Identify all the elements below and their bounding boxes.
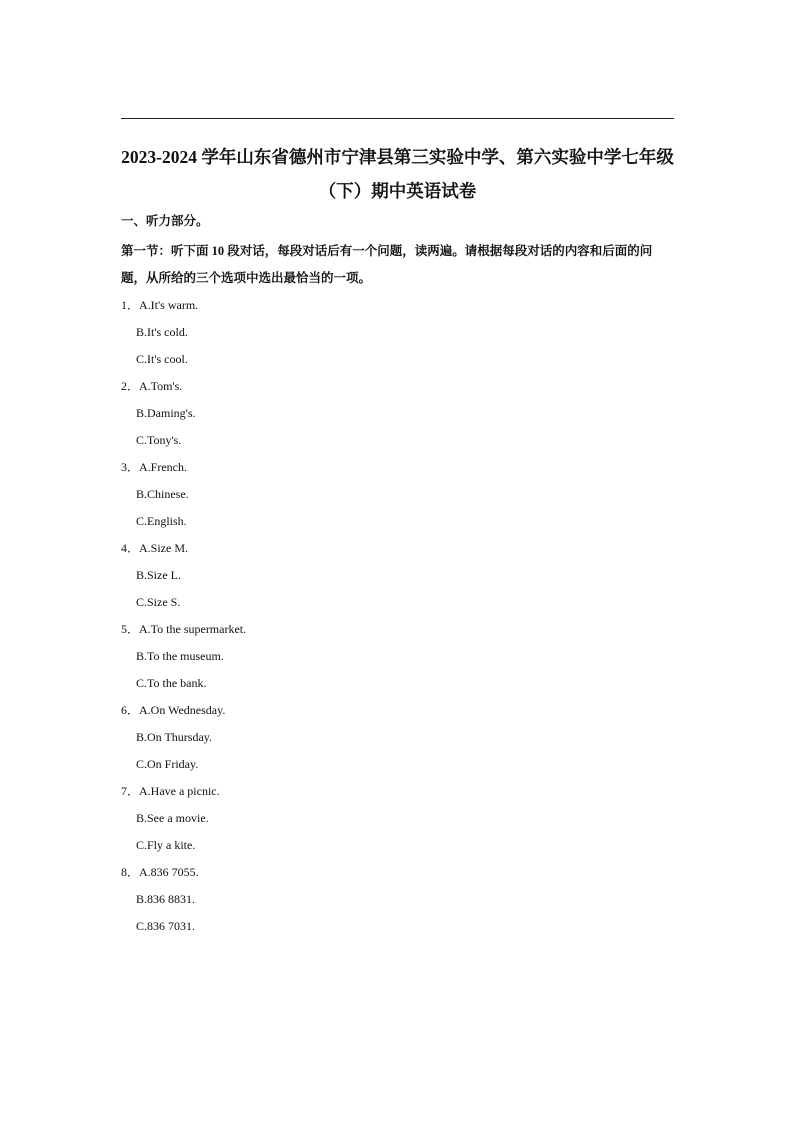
question-option: B.It's cold. bbox=[136, 325, 188, 339]
listening-instructions: 第一节：听下面 10 段对话，每段对话后有一个问题，读两遍。请根据每段对话的内容和后面的问题，从所给的三个选项中选出最恰当的一项。 bbox=[121, 244, 653, 285]
question-4-option-a-line bbox=[121, 535, 677, 562]
question-option: C.On Friday. bbox=[136, 757, 199, 771]
exam-title-line-2: （下）期中英语试卷 bbox=[318, 181, 477, 201]
question-option: B.See a movie. bbox=[136, 811, 209, 825]
exam-title-line-1: 2023-2024 学年山东省德州市宁津县第三实验中学、第六实验中学七年级 bbox=[121, 147, 674, 167]
question-option: A.To the supermarket. bbox=[139, 622, 247, 636]
question-option: B.Chinese. bbox=[136, 487, 189, 501]
question-list bbox=[121, 292, 677, 940]
question-option: C.It's cool. bbox=[136, 352, 188, 366]
question-number: 7． bbox=[121, 784, 140, 798]
question-number: 3． bbox=[121, 460, 140, 474]
question-number: 1． bbox=[121, 298, 140, 312]
question-option: A.836 7055. bbox=[139, 865, 199, 879]
question-option: B.836 8831. bbox=[136, 892, 196, 906]
question-option: A.French. bbox=[139, 460, 187, 474]
question-option: C.Size S. bbox=[136, 595, 181, 609]
question-number: 8． bbox=[121, 865, 140, 879]
question-number: 5． bbox=[121, 622, 140, 636]
question-7-option-a-line bbox=[121, 778, 677, 805]
question-option: A.Size M. bbox=[139, 541, 188, 555]
question-option: C.Tony's. bbox=[136, 433, 182, 447]
question-option: A.On Wednesday. bbox=[139, 703, 226, 717]
question-5-option-a-line bbox=[121, 616, 677, 643]
question-2-option-a-line bbox=[121, 373, 677, 400]
question-option: A.Have a picnic. bbox=[139, 784, 220, 798]
question-option: C.English. bbox=[136, 514, 187, 528]
section-heading-listening: 一、听力部分。 bbox=[121, 214, 209, 228]
question-option: C.Fly a kite. bbox=[136, 838, 196, 852]
question-option: A.Tom's. bbox=[139, 379, 183, 393]
header-rule bbox=[121, 118, 674, 119]
question-option: B.On Thursday. bbox=[136, 730, 212, 744]
question-1-option-a-line bbox=[121, 292, 677, 319]
question-option: B.Daming's. bbox=[136, 406, 196, 420]
question-8-option-a-line bbox=[121, 859, 677, 886]
question-option: B.Size L. bbox=[136, 568, 181, 582]
question-3-option-a-line bbox=[121, 454, 677, 481]
question-option: B.To the museum. bbox=[136, 649, 224, 663]
question-number: 6． bbox=[121, 703, 140, 717]
question-number: 2． bbox=[121, 379, 140, 393]
question-option: A.It's warm. bbox=[139, 298, 199, 312]
question-number: 4． bbox=[121, 541, 140, 555]
question-6-option-a-line bbox=[121, 697, 677, 724]
question-option: C.836 7031. bbox=[136, 919, 196, 933]
question-option: C.To the bank. bbox=[136, 676, 207, 690]
